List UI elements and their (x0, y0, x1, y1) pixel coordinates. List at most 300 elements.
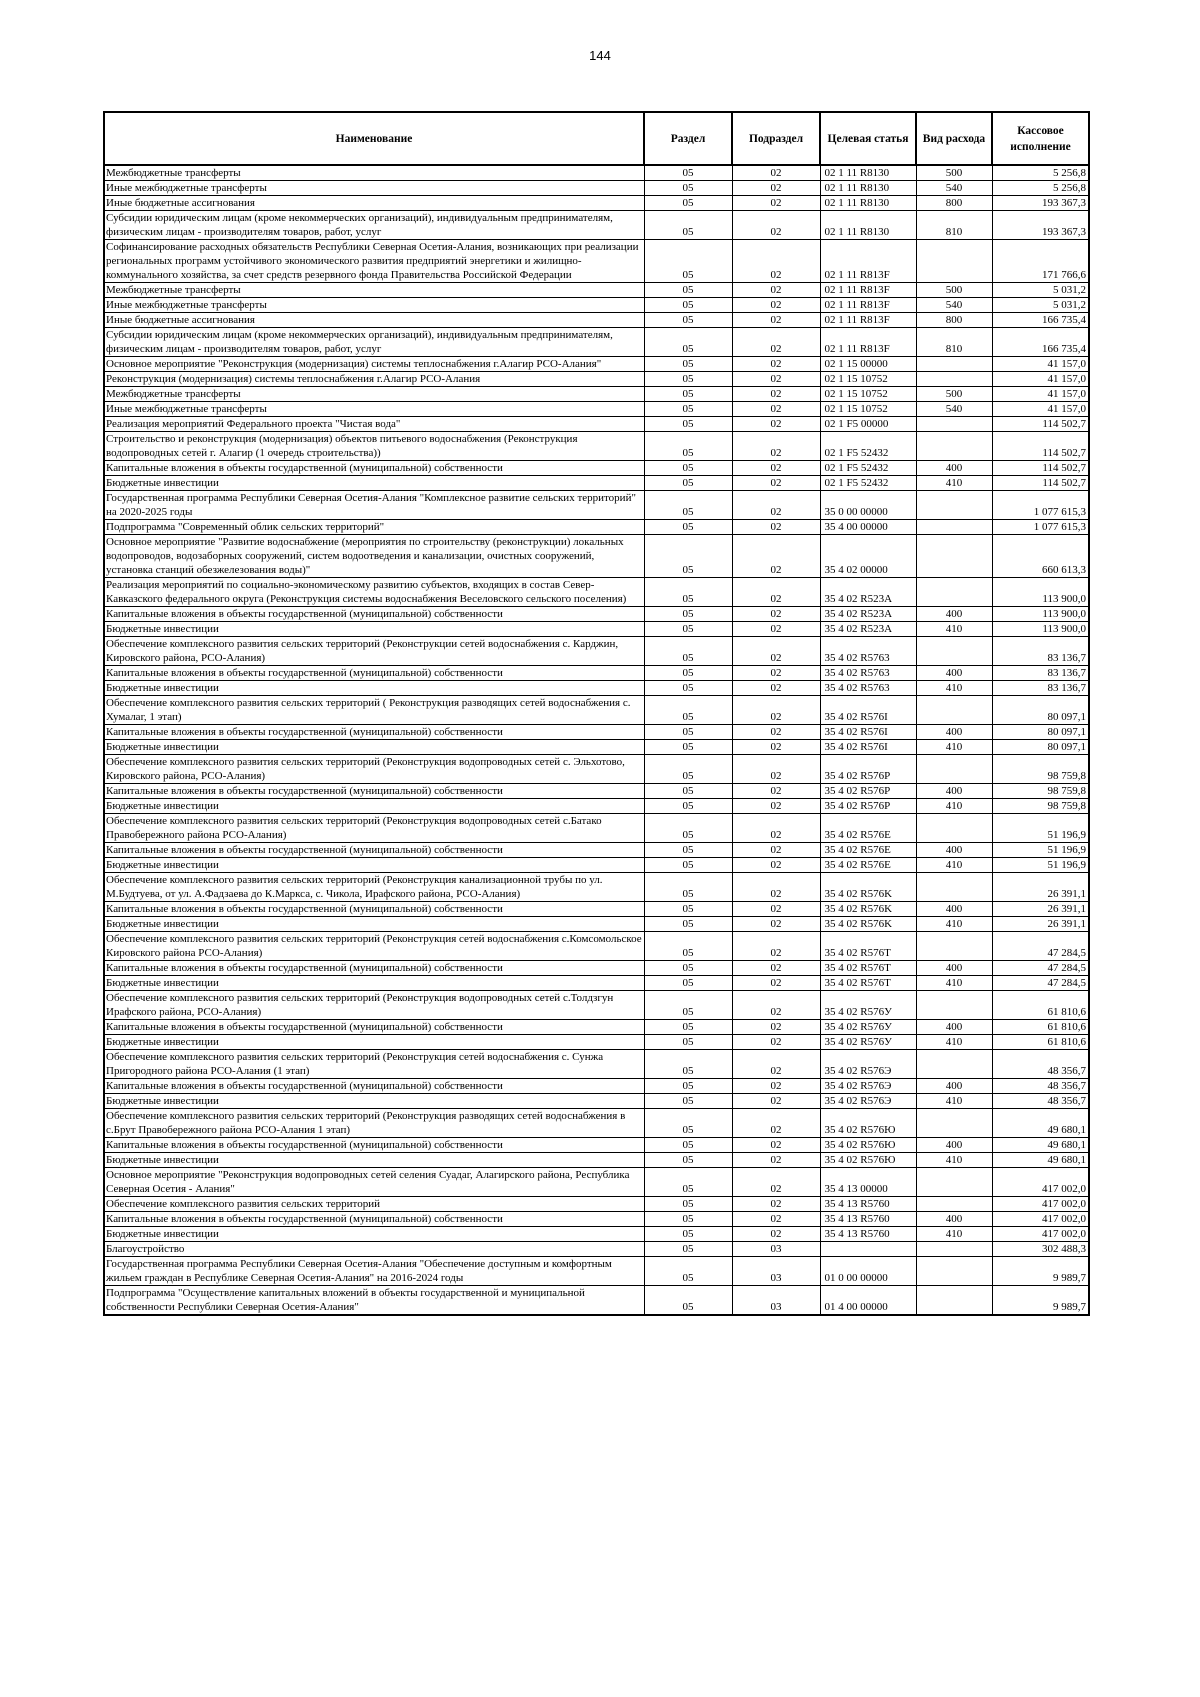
table-row (104, 740, 1089, 755)
cell-cash-execution: 98 759,8 (992, 799, 1089, 814)
cell-name: Основное мероприятие "Реконструкция водопроводных сетей селения Суадаг, Алагирского района, Республика Северная Осетия - Алания" (104, 1168, 644, 1197)
cell-expense-type: 410 (916, 1227, 992, 1242)
table-row (104, 755, 1089, 784)
cell-target-article: 35 4 13 R5760 (820, 1212, 916, 1227)
cell-section: 05 (644, 283, 732, 298)
table-row (104, 1020, 1089, 1035)
cell-expense-type: 400 (916, 1079, 992, 1094)
cell-target-article: 35 4 02 R576У (820, 991, 916, 1020)
cell-subsection: 03 (732, 1286, 820, 1316)
cell-subsection: 02 (732, 991, 820, 1020)
cell-name: Бюджетные инвестиции (104, 1227, 644, 1242)
cell-section: 05 (644, 1227, 732, 1242)
cell-subsection: 02 (732, 1109, 820, 1138)
table-row (104, 372, 1089, 387)
cell-target-article: 02 1 F5 52432 (820, 461, 916, 476)
table-row (104, 535, 1089, 578)
table-row (104, 1168, 1089, 1197)
cell-section: 05 (644, 372, 732, 387)
cell-subsection: 02 (732, 1020, 820, 1035)
cell-cash-execution: 51 196,9 (992, 858, 1089, 873)
cell-expense-type: 410 (916, 1153, 992, 1168)
cell-section: 05 (644, 961, 732, 976)
cell-cash-execution: 417 002,0 (992, 1212, 1089, 1227)
cell-target-article: 35 4 02 R576E (820, 858, 916, 873)
cell-expense-type (916, 357, 992, 372)
cell-name: Обеспечение комплексного развития сельских территорий (Реконструкция канализационной трубы по ул. М.Будтуева, от ул. А.Фадзаева до К.Маркса, с. Чикола, Ирафского района, РСО-Алания) (104, 873, 644, 902)
cell-cash-execution: 5 031,2 (992, 298, 1089, 313)
cell-name: Бюджетные инвестиции (104, 799, 644, 814)
table-row (104, 607, 1089, 622)
cell-expense-type (916, 755, 992, 784)
cell-target-article: 35 4 02 R576Ю (820, 1153, 916, 1168)
cell-target-article: 35 4 02 R576T (820, 976, 916, 991)
cell-cash-execution: 166 735,4 (992, 328, 1089, 357)
cell-subsection: 02 (732, 432, 820, 461)
header-cash-execution: Кассовое исполнение (992, 112, 1089, 165)
cell-name: Строительство и реконструкция (модернизация) объектов питьевого водоснабжения (Реконструкция водопроводных сетей г. Алагир (1 очередь строительства)) (104, 432, 644, 461)
table-row (104, 843, 1089, 858)
cell-expense-type (916, 535, 992, 578)
cell-section: 05 (644, 476, 732, 491)
cell-subsection: 02 (732, 520, 820, 535)
table-row (104, 696, 1089, 725)
cell-cash-execution: 114 502,7 (992, 461, 1089, 476)
cell-cash-execution: 1 077 615,3 (992, 491, 1089, 520)
cell-expense-type: 410 (916, 917, 992, 932)
table-row (104, 196, 1089, 211)
cell-section: 05 (644, 313, 732, 328)
cell-expense-type: 410 (916, 622, 992, 637)
table-row (104, 932, 1089, 961)
cell-section: 05 (644, 1242, 732, 1257)
cell-subsection: 02 (732, 298, 820, 313)
cell-section: 05 (644, 666, 732, 681)
cell-target-article: 35 4 02 R5763 (820, 666, 916, 681)
cell-cash-execution: 80 097,1 (992, 740, 1089, 755)
cell-target-article: 02 1 F5 52432 (820, 476, 916, 491)
cell-expense-type (916, 1197, 992, 1212)
cell-name: Межбюджетные трансферты (104, 387, 644, 402)
cell-section: 05 (644, 799, 732, 814)
cell-target-article: 35 4 02 R576P (820, 799, 916, 814)
cell-target-article: 02 1 11 R8130 (820, 211, 916, 240)
cell-expense-type: 400 (916, 1020, 992, 1035)
cell-target-article: 35 4 02 R576I (820, 740, 916, 755)
cell-subsection: 02 (732, 1197, 820, 1212)
cell-subsection: 02 (732, 476, 820, 491)
budget-execution-table (103, 111, 1090, 1316)
cell-section: 05 (644, 328, 732, 357)
cell-cash-execution: 49 680,1 (992, 1109, 1089, 1138)
cell-section: 05 (644, 1020, 732, 1035)
cell-subsection: 02 (732, 1035, 820, 1050)
cell-cash-execution: 417 002,0 (992, 1227, 1089, 1242)
cell-subsection: 02 (732, 1153, 820, 1168)
cell-expense-type: 400 (916, 961, 992, 976)
cell-section: 05 (644, 432, 732, 461)
cell-cash-execution: 26 391,1 (992, 902, 1089, 917)
cell-cash-execution: 48 356,7 (992, 1094, 1089, 1109)
cell-name: Иные бюджетные ассигнования (104, 196, 644, 211)
cell-cash-execution: 417 002,0 (992, 1168, 1089, 1197)
cell-target-article: 02 1 11 R813F (820, 313, 916, 328)
table-row (104, 681, 1089, 696)
table-row (104, 1286, 1089, 1316)
cell-section: 05 (644, 873, 732, 902)
cell-cash-execution: 47 284,5 (992, 932, 1089, 961)
cell-expense-type: 810 (916, 211, 992, 240)
cell-expense-type: 410 (916, 1094, 992, 1109)
cell-name: Обеспечение комплексного развития сельских территорий (Реконструкция водопроводных сетей с.Толдзгун Ирафского района, РСО-Алания) (104, 991, 644, 1020)
table-row (104, 417, 1089, 432)
cell-target-article: 35 4 02 R523A (820, 578, 916, 607)
cell-expense-type: 410 (916, 1035, 992, 1050)
cell-name: Благоустройство (104, 1242, 644, 1257)
cell-name: Подпрограмма "Осуществление капитальных вложений в объекты государственной и муниципальной собственности Республики Северная Осетия-Алания" (104, 1286, 644, 1316)
cell-cash-execution: 26 391,1 (992, 873, 1089, 902)
cell-cash-execution: 48 356,7 (992, 1079, 1089, 1094)
cell-cash-execution: 83 136,7 (992, 666, 1089, 681)
cell-subsection: 02 (732, 622, 820, 637)
cell-expense-type (916, 1257, 992, 1286)
cell-cash-execution: 80 097,1 (992, 725, 1089, 740)
cell-target-article: 02 1 11 R8130 (820, 181, 916, 196)
cell-section: 05 (644, 637, 732, 666)
cell-name: Капитальные вложения в объекты государственной (муниципальной) собственности (104, 461, 644, 476)
cell-section: 05 (644, 1168, 732, 1197)
cell-section: 05 (644, 932, 732, 961)
cell-subsection: 02 (732, 1050, 820, 1079)
cell-section: 05 (644, 917, 732, 932)
cell-subsection: 02 (732, 313, 820, 328)
cell-cash-execution: 41 157,0 (992, 372, 1089, 387)
cell-expense-type (916, 991, 992, 1020)
table-row (104, 799, 1089, 814)
cell-subsection: 02 (732, 784, 820, 799)
table-row (104, 725, 1089, 740)
cell-subsection: 02 (732, 902, 820, 917)
cell-section: 05 (644, 725, 732, 740)
cell-target-article: 02 1 11 R8130 (820, 165, 916, 181)
cell-section: 05 (644, 858, 732, 873)
cell-name: Обеспечение комплексного развития сельских территорий (Реконструкция сетей водоснабжения с. Сунжа Пригородного района РСО-Алания (1 этап) (104, 1050, 644, 1079)
cell-expense-type: 410 (916, 740, 992, 755)
cell-section: 05 (644, 1153, 732, 1168)
cell-target-article: 35 4 02 R576Э (820, 1094, 916, 1109)
table-row (104, 1050, 1089, 1079)
table-row (104, 1257, 1089, 1286)
cell-expense-type (916, 1286, 992, 1316)
table-row (104, 298, 1089, 313)
cell-name: Бюджетные инвестиции (104, 1035, 644, 1050)
cell-section: 05 (644, 1050, 732, 1079)
cell-expense-type: 410 (916, 858, 992, 873)
table-row (104, 858, 1089, 873)
cell-name: Основное мероприятие "Развитие водоснабжение (мероприятия по строительству (реконструкции) локальных водопроводов, водозаборных сооружений, систем водоотведения и канализации, очистных сооружений, установка станций обезжелезования воды)" (104, 535, 644, 578)
table-row (104, 873, 1089, 902)
cell-expense-type: 400 (916, 725, 992, 740)
cell-section: 05 (644, 1109, 732, 1138)
cell-section: 05 (644, 402, 732, 417)
cell-cash-execution: 9 989,7 (992, 1257, 1089, 1286)
cell-expense-type (916, 491, 992, 520)
cell-name: Капитальные вложения в объекты государственной (муниципальной) собственности (104, 1020, 644, 1035)
table-row (104, 902, 1089, 917)
cell-cash-execution: 80 097,1 (992, 696, 1089, 725)
cell-subsection: 02 (732, 1094, 820, 1109)
cell-expense-type: 410 (916, 799, 992, 814)
cell-subsection: 03 (732, 1242, 820, 1257)
cell-expense-type (916, 1242, 992, 1257)
table-row (104, 181, 1089, 196)
cell-section: 05 (644, 578, 732, 607)
cell-target-article: 35 4 13 00000 (820, 1168, 916, 1197)
cell-name: Иные межбюджетные трансферты (104, 298, 644, 313)
cell-cash-execution: 193 367,3 (992, 211, 1089, 240)
cell-subsection: 02 (732, 1227, 820, 1242)
cell-subsection: 02 (732, 1079, 820, 1094)
cell-expense-type: 400 (916, 607, 992, 622)
cell-section: 05 (644, 298, 732, 313)
cell-name: Подпрограмма "Современный облик сельских территорий" (104, 520, 644, 535)
cell-expense-type: 500 (916, 165, 992, 181)
table-row (104, 387, 1089, 402)
cell-cash-execution: 51 196,9 (992, 843, 1089, 858)
header-name: Наименование (104, 112, 644, 165)
cell-target-article: 35 4 02 R5763 (820, 681, 916, 696)
cell-name: Капитальные вложения в объекты государственной (муниципальной) собственности (104, 607, 644, 622)
table-row (104, 402, 1089, 417)
cell-expense-type: 540 (916, 298, 992, 313)
cell-cash-execution: 660 613,3 (992, 535, 1089, 578)
cell-name: Иные межбюджетные трансферты (104, 402, 644, 417)
cell-section: 05 (644, 1138, 732, 1153)
cell-subsection: 02 (732, 725, 820, 740)
cell-expense-type (916, 873, 992, 902)
cell-target-article: 35 4 02 00000 (820, 535, 916, 578)
cell-expense-type: 400 (916, 1138, 992, 1153)
cell-cash-execution: 83 136,7 (992, 681, 1089, 696)
cell-subsection: 02 (732, 196, 820, 211)
cell-cash-execution: 113 900,0 (992, 607, 1089, 622)
cell-target-article: 35 4 02 R576I (820, 696, 916, 725)
cell-target-article: 35 4 02 R576K (820, 902, 916, 917)
cell-expense-type (916, 417, 992, 432)
page-number: 144 (589, 48, 611, 63)
table-row (104, 1109, 1089, 1138)
cell-expense-type: 810 (916, 328, 992, 357)
cell-name: Обеспечение комплексного развития сельских территорий (Реконструкция сетей водоснабжения с.Комсомольское Кировского района РСО-Алания) (104, 932, 644, 961)
table-row (104, 917, 1089, 932)
cell-name: Капитальные вложения в объекты государственной (муниципальной) собственности (104, 784, 644, 799)
cell-target-article: 35 4 02 R576У (820, 1035, 916, 1050)
cell-name: Субсидии юридическим лицам (кроме некоммерческих организаций), индивидуальным предпринимателям, физическим лицам - производителям товаров, работ, услуг (104, 328, 644, 357)
cell-target-article: 35 0 00 00000 (820, 491, 916, 520)
cell-subsection: 02 (732, 607, 820, 622)
cell-target-article: 02 1 15 00000 (820, 357, 916, 372)
cell-cash-execution: 49 680,1 (992, 1138, 1089, 1153)
cell-name: Государственная программа Республики Северная Осетия-Алания "Комплексное развитие сельских территорий" на 2020-2025 годы (104, 491, 644, 520)
table-row (104, 491, 1089, 520)
cell-target-article: 01 0 00 00000 (820, 1257, 916, 1286)
cell-name: Бюджетные инвестиции (104, 681, 644, 696)
cell-section: 05 (644, 607, 732, 622)
cell-target-article: 35 4 13 R5760 (820, 1197, 916, 1212)
table-row (104, 1035, 1089, 1050)
table-row (104, 1138, 1089, 1153)
cell-name: Капитальные вложения в объекты государственной (муниципальной) собственности (104, 1138, 644, 1153)
cell-cash-execution: 98 759,8 (992, 755, 1089, 784)
table-row (104, 784, 1089, 799)
cell-name: Бюджетные инвестиции (104, 976, 644, 991)
cell-subsection: 02 (732, 917, 820, 932)
cell-subsection: 02 (732, 402, 820, 417)
cell-expense-type: 800 (916, 313, 992, 328)
table-row (104, 961, 1089, 976)
cell-cash-execution: 49 680,1 (992, 1153, 1089, 1168)
table-row (104, 976, 1089, 991)
cell-subsection: 02 (732, 165, 820, 181)
cell-name: Обеспечение комплексного развития сельских территорий ( Реконструкция разводящих сетей водоснабжения с. Хумалаг, 1 этап) (104, 696, 644, 725)
cell-target-article: 35 4 02 R523A (820, 607, 916, 622)
cell-target-article: 35 4 02 R576P (820, 784, 916, 799)
cell-expense-type (916, 932, 992, 961)
cell-expense-type (916, 1109, 992, 1138)
cell-section: 05 (644, 755, 732, 784)
cell-subsection: 02 (732, 961, 820, 976)
cell-expense-type: 410 (916, 976, 992, 991)
cell-cash-execution: 47 284,5 (992, 976, 1089, 991)
cell-section: 05 (644, 196, 732, 211)
cell-subsection: 02 (732, 1168, 820, 1197)
cell-section: 05 (644, 976, 732, 991)
cell-name: Капитальные вложения в объекты государственной (муниципальной) собственности (104, 843, 644, 858)
cell-section: 05 (644, 181, 732, 196)
cell-name: Капитальные вложения в объекты государственной (муниципальной) собственности (104, 1079, 644, 1094)
cell-cash-execution: 113 900,0 (992, 622, 1089, 637)
cell-subsection: 02 (732, 666, 820, 681)
cell-cash-execution: 48 356,7 (992, 1050, 1089, 1079)
cell-name: Капитальные вложения в объекты государственной (муниципальной) собственности (104, 902, 644, 917)
cell-subsection: 02 (732, 637, 820, 666)
cell-name: Капитальные вложения в объекты государственной (муниципальной) собственности (104, 1212, 644, 1227)
cell-name: Реализация мероприятий Федерального проекта "Чистая вода" (104, 417, 644, 432)
cell-cash-execution: 61 810,6 (992, 991, 1089, 1020)
cell-cash-execution: 5 256,8 (992, 181, 1089, 196)
cell-cash-execution: 114 502,7 (992, 432, 1089, 461)
cell-target-article: 01 4 00 00000 (820, 1286, 916, 1316)
table-row (104, 476, 1089, 491)
cell-section: 05 (644, 1197, 732, 1212)
cell-subsection: 02 (732, 211, 820, 240)
cell-target-article: 35 4 02 R576Ю (820, 1109, 916, 1138)
cell-section: 05 (644, 784, 732, 799)
cell-target-article: 35 4 02 R576Э (820, 1079, 916, 1094)
cell-target-article: 35 4 02 R523A (820, 622, 916, 637)
header-section: Раздел (644, 112, 732, 165)
cell-subsection: 02 (732, 283, 820, 298)
cell-section: 05 (644, 240, 732, 283)
cell-name: Софинансирование расходных обязательств Республики Северная Осетия-Алания, возникающих при реализации региональных программ устойчивого экономического развития предприятий энергетики и жилищно-коммунального хозяйства, за счет средств резервного фонда Правительства Российской Федерации (104, 240, 644, 283)
table-row (104, 1153, 1089, 1168)
cell-name: Реализация мероприятий по социально-экономическому развитию субъектов, входящих в состав Север-Кавказского федерального округа (Реконструкция системы водоснабжения Веселовского сельского поселения) (104, 578, 644, 607)
cell-target-article: 35 4 00 00000 (820, 520, 916, 535)
cell-cash-execution: 114 502,7 (992, 417, 1089, 432)
cell-cash-execution: 193 367,3 (992, 196, 1089, 211)
table-row (104, 1197, 1089, 1212)
cell-expense-type: 400 (916, 902, 992, 917)
cell-expense-type: 500 (916, 387, 992, 402)
table-row (104, 637, 1089, 666)
cell-target-article: 02 1 11 R8130 (820, 196, 916, 211)
cell-expense-type: 500 (916, 283, 992, 298)
cell-section: 05 (644, 1079, 732, 1094)
cell-subsection: 02 (732, 357, 820, 372)
cell-section: 05 (644, 387, 732, 402)
cell-subsection: 02 (732, 240, 820, 283)
cell-target-article: 35 4 02 R5763 (820, 637, 916, 666)
cell-expense-type: 410 (916, 681, 992, 696)
cell-expense-type: 800 (916, 196, 992, 211)
cell-name: Иные бюджетные ассигнования (104, 313, 644, 328)
cell-section: 05 (644, 843, 732, 858)
cell-section: 05 (644, 1212, 732, 1227)
cell-subsection: 02 (732, 873, 820, 902)
cell-subsection: 02 (732, 328, 820, 357)
cell-subsection: 02 (732, 578, 820, 607)
cell-subsection: 02 (732, 814, 820, 843)
cell-name: Обеспечение комплексного развития сельских территорий (Реконструкция водопроводных сетей с.Батако Правобережного района РСО-Алания) (104, 814, 644, 843)
cell-target-article: 35 4 02 R576У (820, 1020, 916, 1035)
cell-subsection: 02 (732, 976, 820, 991)
table-row (104, 240, 1089, 283)
cell-section: 05 (644, 622, 732, 637)
cell-name: Обеспечение комплексного развития сельских территорий (Реконструкции сетей водоснабжения с. Карджин, Кировского района, РСО-Алания) (104, 637, 644, 666)
cell-expense-type: 540 (916, 181, 992, 196)
table-row (104, 622, 1089, 637)
table-row (104, 578, 1089, 607)
cell-section: 05 (644, 520, 732, 535)
cell-target-article: 35 4 02 R576Э (820, 1050, 916, 1079)
cell-cash-execution: 98 759,8 (992, 784, 1089, 799)
cell-expense-type: 400 (916, 666, 992, 681)
cell-name: Бюджетные инвестиции (104, 740, 644, 755)
cell-name: Бюджетные инвестиции (104, 858, 644, 873)
cell-cash-execution: 41 157,0 (992, 402, 1089, 417)
cell-cash-execution: 47 284,5 (992, 961, 1089, 976)
cell-section: 05 (644, 535, 732, 578)
cell-section: 05 (644, 417, 732, 432)
cell-section: 05 (644, 211, 732, 240)
table-row (104, 432, 1089, 461)
table-row (104, 165, 1089, 181)
cell-expense-type: 540 (916, 402, 992, 417)
cell-target-article: 35 4 02 R576E (820, 814, 916, 843)
cell-subsection: 02 (732, 1212, 820, 1227)
cell-section: 05 (644, 1035, 732, 1050)
cell-section: 05 (644, 696, 732, 725)
cell-target-article: 02 1 11 R813F (820, 240, 916, 283)
cell-cash-execution: 114 502,7 (992, 476, 1089, 491)
cell-expense-type: 400 (916, 1212, 992, 1227)
table-row (104, 328, 1089, 357)
cell-name: Основное мероприятие "Реконструкция (модернизация) системы теплоснабжения г.Алагир РСО-Алания" (104, 357, 644, 372)
cell-section: 05 (644, 491, 732, 520)
cell-subsection: 02 (732, 181, 820, 196)
table-row (104, 357, 1089, 372)
cell-expense-type (916, 1168, 992, 1197)
